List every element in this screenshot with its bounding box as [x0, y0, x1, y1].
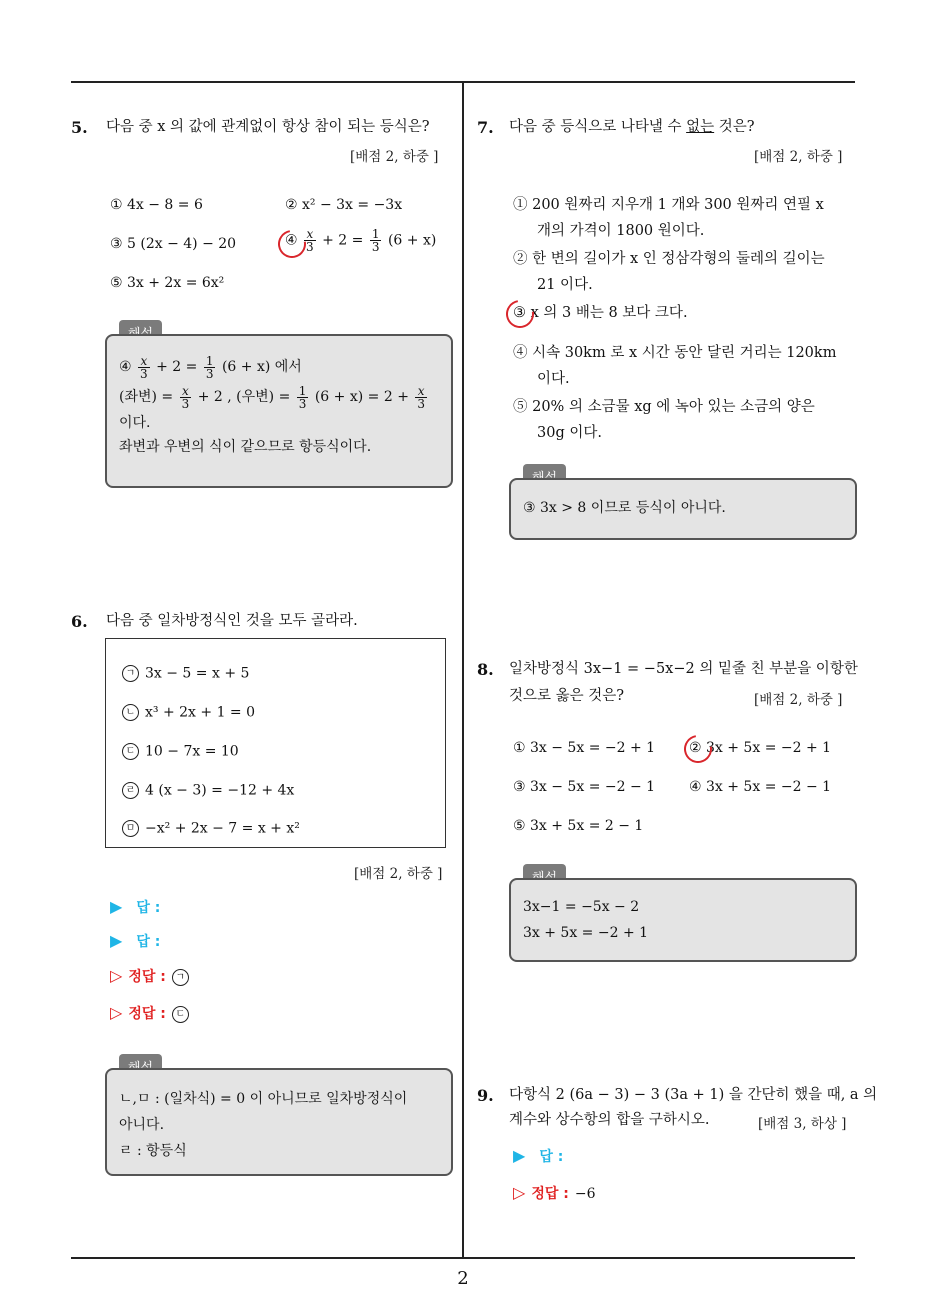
- q8-option-1[interactable]: ① 3x − 5x = −2 + 1: [513, 740, 656, 756]
- q8-option-2[interactable]: ② 3x + 5x = −2 + 1: [689, 740, 832, 756]
- q5-text: 다음 중 x 의 값에 관계없이 항상 참이 되는 등식은?: [106, 119, 430, 135]
- q6-item-mark: ㄹ: [122, 782, 139, 799]
- play-outline-icon: ▷: [513, 1183, 526, 1202]
- q7-option-4[interactable]: ④ 시속 30km 로 x 시간 동안 달린 거리는 120km 이다.: [513, 345, 837, 387]
- explain-line: 3x + 5x = −2 + 1: [523, 925, 649, 941]
- fraction: $\frac{x}{3}$: [417, 383, 426, 411]
- q6-item-4[interactable]: ㄹ 4 (x − 3) = −12 + 4x: [122, 782, 294, 799]
- q5-explain-text: [119, 352, 429, 460]
- q6-item-mark: ㄱ: [122, 665, 139, 682]
- q7-explain-text: ③ 3x > 8 이므로 등식이 아니다.: [523, 500, 726, 516]
- explain-line: ④ $\frac{x}{3}$ + 2 = $\frac{1}{3}$ (6 + x) 에서: [119, 353, 302, 381]
- q6-explain-text: [119, 1086, 407, 1164]
- play-outline-icon: ▷: [110, 966, 123, 985]
- q8-option-4[interactable]: ④ 3x + 5x = −2 − 1: [689, 779, 832, 795]
- q6-answer-2[interactable]: ▶ 답 :: [110, 931, 161, 950]
- q9-correct: ▷ 정답 : −6: [513, 1183, 596, 1202]
- q6-answer-1[interactable]: ▶ 답 :: [110, 897, 161, 916]
- q7-option-3[interactable]: ③ x 의 3 배는 8 보다 크다.: [513, 305, 688, 321]
- q6-item-3[interactable]: ㄷ 10 − 7x = 10: [122, 743, 239, 760]
- q6-item-1[interactable]: ㄱ 3x − 5 = x + 5: [122, 665, 249, 682]
- q7-option-5[interactable]: ⑤ 20% 의 소금물 xg 에 녹아 있는 소금의 양은 30g 이다.: [513, 399, 815, 441]
- q6-explain-box: [105, 1068, 453, 1176]
- q5-option-4-label: ④: [285, 232, 298, 249]
- explain-line: 3x−1 = −5x − 2: [523, 899, 640, 915]
- explain-line: (좌변) = $\frac{x}{3}$ + 2 , (우변) = $\frac{1}{3}$ (6 + x) = 2 + $\frac{x}{3}$: [119, 383, 426, 411]
- q9-text-line-2: 계수와 상수항의 합을 구하시오.: [509, 1112, 710, 1128]
- q7-option-2[interactable]: ② 한 변의 길이가 x 인 정삼각형의 둘레의 길이는 21 이다.: [513, 251, 825, 293]
- q6-item-mark: ㄴ: [122, 704, 139, 721]
- q6-correct-2: ▷ 정답 : ㄷ: [110, 1003, 195, 1023]
- fraction: $\frac{1}{3}$: [205, 353, 214, 381]
- q6-item-mark: ㅁ: [122, 820, 139, 837]
- q9-number: 9.: [477, 1086, 494, 1105]
- explain-line: 이다.: [119, 415, 151, 431]
- fraction: $\frac{1}{3}$: [371, 227, 380, 254]
- explain-line: 좌변과 우변의 식이 같으므로 항등식이다.: [119, 439, 372, 455]
- q8-number: 8.: [477, 660, 494, 679]
- q6-item-box: [105, 638, 446, 848]
- q8-option-5[interactable]: ⑤ 3x + 5x = 2 − 1: [513, 818, 644, 834]
- explain-line: 아니다.: [119, 1117, 165, 1133]
- q6-item-2[interactable]: ㄴ x³ + 2x + 1 = 0: [122, 704, 255, 721]
- q7-option-1[interactable]: ① 200 원짜리 지우개 1 개와 300 원짜리 연필 x 개의 가격이 1800 원이다.: [513, 197, 824, 239]
- play-icon: ▶: [110, 931, 123, 950]
- bottom-rule: [71, 1257, 855, 1259]
- q5-option-4-mid: + 2 =: [322, 232, 364, 249]
- q8-meta: [배점 2, 하중 ]: [754, 692, 843, 708]
- q8-explain-text: [523, 894, 648, 946]
- explain-line: ㄴ,ㅁ : (일차식) = 0 이 아니므로 일차방정식이: [119, 1091, 408, 1107]
- q5-number: 5.: [71, 118, 88, 137]
- q7-text: 다음 중 등식으로 나타낼 수 없는 것은?: [509, 119, 755, 135]
- q9-meta: [배점 3, 하상 ]: [758, 1116, 847, 1132]
- q7-meta: [배점 2, 하중 ]: [754, 149, 843, 165]
- q9-text-line-1: 다항식 2 (6a − 3) − 3 (3a + 1) 을 간단히 했을 때, a 의: [509, 1087, 878, 1103]
- fraction: $\frac{x}{3}$: [140, 353, 148, 381]
- q6-item-5[interactable]: ㅁ −x² + 2x − 7 = x + x²: [122, 820, 300, 837]
- q6-item-mark: ㄷ: [122, 743, 139, 760]
- answer-circle-mark: [679, 730, 718, 769]
- explain-line: ㄹ : 항등식: [119, 1143, 187, 1159]
- q7-number: 7.: [477, 118, 494, 137]
- q9-answer[interactable]: ▶ 답 :: [513, 1146, 564, 1165]
- q5-option-4-end: (6 + x): [387, 232, 437, 249]
- q8-option-3[interactable]: ③ 3x − 5x = −2 − 1: [513, 779, 656, 795]
- fraction: $\frac{x}{3}$: [306, 227, 314, 254]
- q6-meta: [배점 2, 하중 ]: [354, 866, 443, 882]
- q5-meta: [배점 2, 하중 ]: [350, 149, 439, 165]
- fraction: $\frac{x}{3}$: [181, 383, 190, 411]
- q6-correct-1: ▷ 정답 : ㄱ: [110, 966, 195, 986]
- fraction: $\frac{1}{3}$: [298, 383, 307, 411]
- play-icon: ▶: [110, 897, 123, 916]
- q8-text-line-1: 일차방정식 3x−1 = −5x−2 의 밑줄 친 부분을 이항한: [509, 661, 858, 677]
- q7-explain-box: [509, 478, 857, 540]
- q5-option-4[interactable]: [285, 228, 436, 253]
- q5-option-2[interactable]: ② x² − 3x = −3x: [285, 197, 403, 213]
- q5-option-5[interactable]: ⑤ 3x + 2x = 6x²: [110, 275, 225, 291]
- page-number: 2: [457, 1268, 469, 1289]
- q5-option-1[interactable]: ① 4x − 8 = 6: [110, 197, 203, 213]
- play-outline-icon: ▷: [110, 1003, 123, 1022]
- q8-explain-box: [509, 878, 857, 962]
- q6-number: 6.: [71, 612, 88, 631]
- q8-text-line-2: 것으로 옳은 것은?: [509, 688, 625, 704]
- q5-option-3[interactable]: ③ 5 (2x − 4) − 20: [110, 236, 237, 252]
- q5-explain-box: [105, 334, 453, 488]
- play-icon: ▶: [513, 1146, 526, 1165]
- q6-text: 다음 중 일차방정식인 것을 모두 골라라.: [106, 613, 358, 629]
- column-divider: [462, 82, 464, 1258]
